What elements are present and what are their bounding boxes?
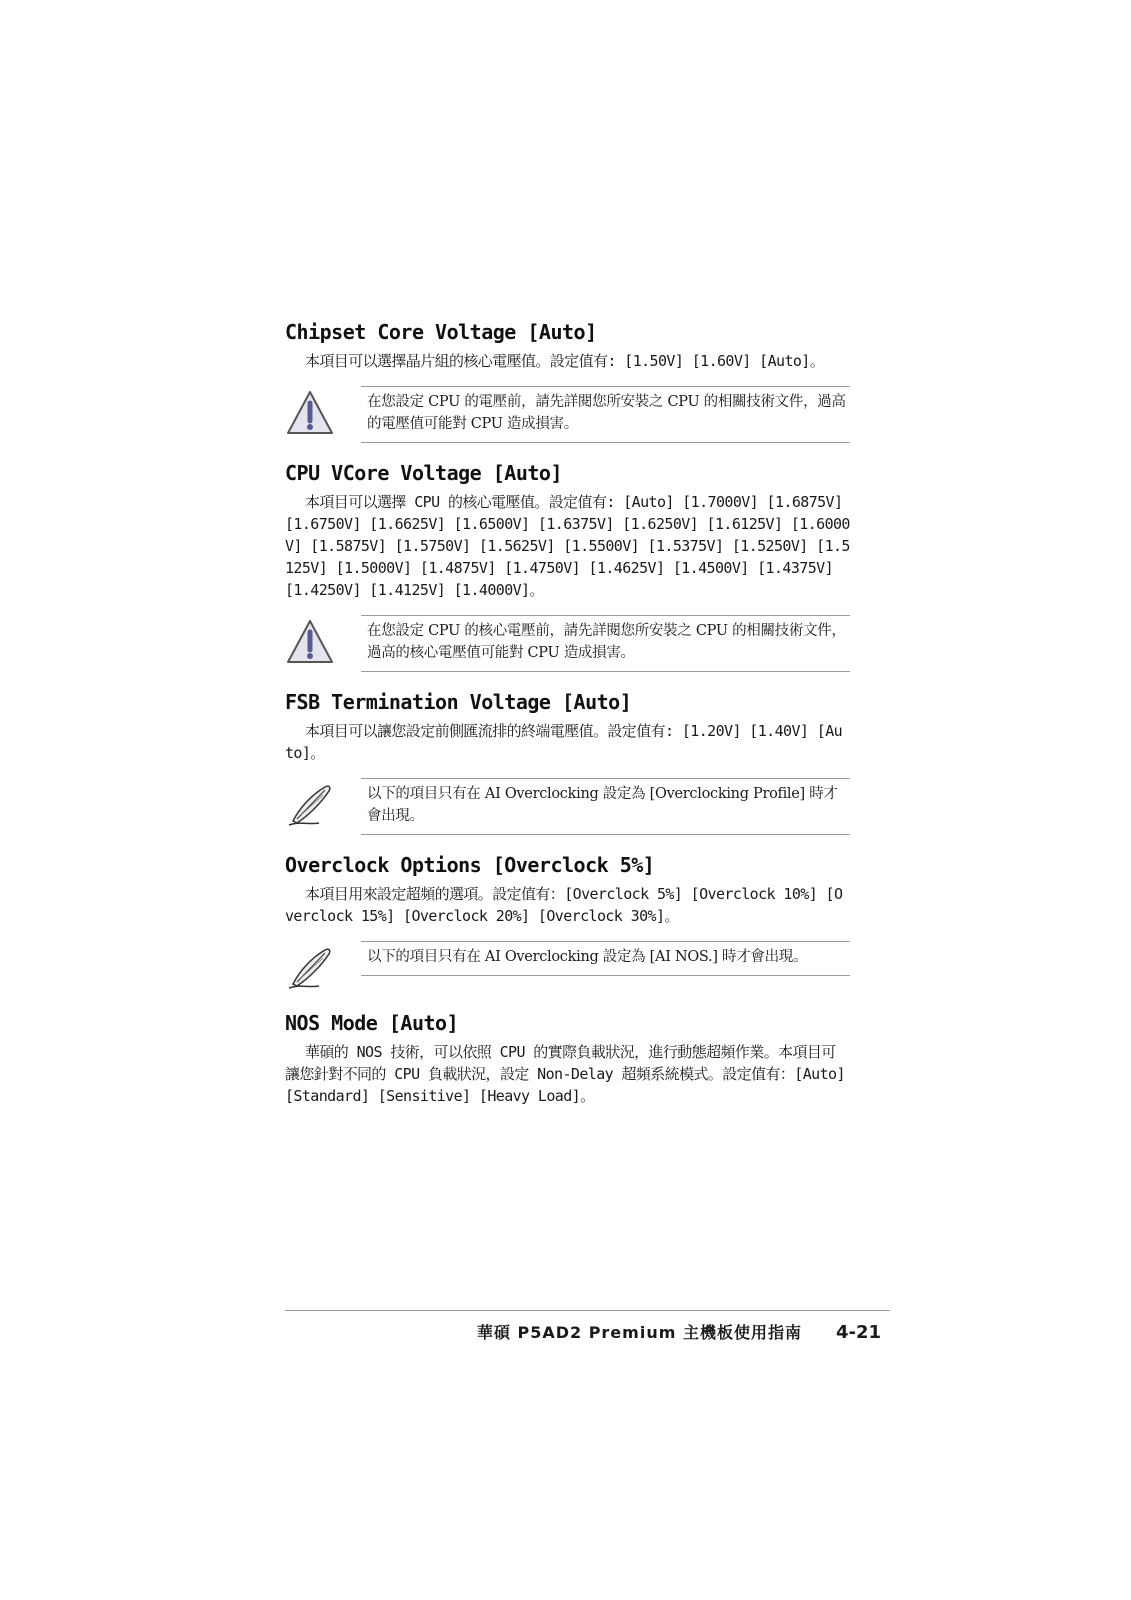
section-title: Chipset Core Voltage [Auto]	[285, 320, 597, 344]
section-title: NOS Mode [Auto]	[285, 1011, 459, 1035]
page-footer	[477, 1320, 881, 1343]
page-number: 4-21	[835, 1322, 881, 1343]
warning-note	[285, 615, 850, 672]
section-overclock-options	[285, 851, 850, 993]
section-body: 本項目用來設定超頻的選項。設定值有：[Overclock 5%] [Overclock 10%] [Overclock 15%] [Overclock 20%] [Overclock 30%]。	[285, 885, 843, 925]
footer-title: 華碩 P5AD2 Premium 主機板使用指南	[476, 1323, 802, 1342]
section-title: Overclock Options [Overclock 5%]	[285, 853, 655, 877]
footer-divider	[285, 1310, 890, 1311]
section-cpu-vcore-voltage	[285, 459, 850, 672]
section-body: 本項目可以讓您設定前側匯流排的終端電壓值。設定值有: [1.20V] [1.40V] [Auto]。	[285, 722, 843, 762]
section-nos-mode	[285, 1009, 850, 1107]
info-note	[285, 941, 850, 993]
pen-note-icon	[285, 941, 361, 993]
section-body: 華碩的 NOS 技術，可以依照 CPU 的實際負載狀況，進行動態超頻作業。本項目可讓您針對不同的 CPU 負載狀況，設定 Non-Delay 超頻系統模式。設定值有：[Auto] [Standard] [Sensitive] [Heavy Load]。	[285, 1043, 845, 1105]
page-content	[285, 318, 850, 1107]
section-title: FSB Termination Voltage [Auto]	[285, 690, 632, 714]
note-text: 以下的項目只有在 AI Overclocking 設定為 [AI NOS.] 時才會出現。	[361, 941, 850, 976]
section-chipset-core-voltage	[285, 318, 850, 443]
section-body: 本項目可以選擇 CPU 的核心電壓值。設定值有: [Auto] [1.7000V] [1.6875V] [1.6750V] [1.6625V] [1.6500V] [1.6375V] [1.6250V] [1.6125V] [1.6000V] [1.5875V] [1.5750V] [1.5625V] [1.5500V] [1.5375V] [1.5250V] [1.5125V] [1.5000V] [1.4875V] [1.4750V] [1.4625V] [1.4500V] [1.4375V] [1.4250V] [1.4125V] [1.4000V]。	[285, 493, 850, 599]
warning-icon	[285, 615, 361, 667]
section-body: 本項目可以選擇晶片組的核心電壓值。設定值有: [1.50V] [1.60V] [Auto]。	[305, 352, 825, 370]
note-text: 以下的項目只有在 AI Overclocking 設定為 [Overclocking Profile] 時才會出現。	[361, 778, 850, 835]
section-title: CPU VCore Voltage [Auto]	[285, 461, 562, 485]
warning-icon	[285, 386, 361, 438]
note-text: 在您設定 CPU 的核心電壓前，請先詳閱您所安裝之 CPU 的相關技術文件，過高的核心電壓值可能對 CPU 造成損害。	[361, 615, 850, 672]
warning-note	[285, 386, 850, 443]
section-fsb-termination-voltage	[285, 688, 850, 835]
info-note	[285, 778, 850, 835]
note-text: 在您設定 CPU 的電壓前，請先詳閱您所安裝之 CPU 的相關技術文件，過高的電壓值可能對 CPU 造成損害。	[361, 386, 850, 443]
pen-note-icon	[285, 778, 361, 830]
